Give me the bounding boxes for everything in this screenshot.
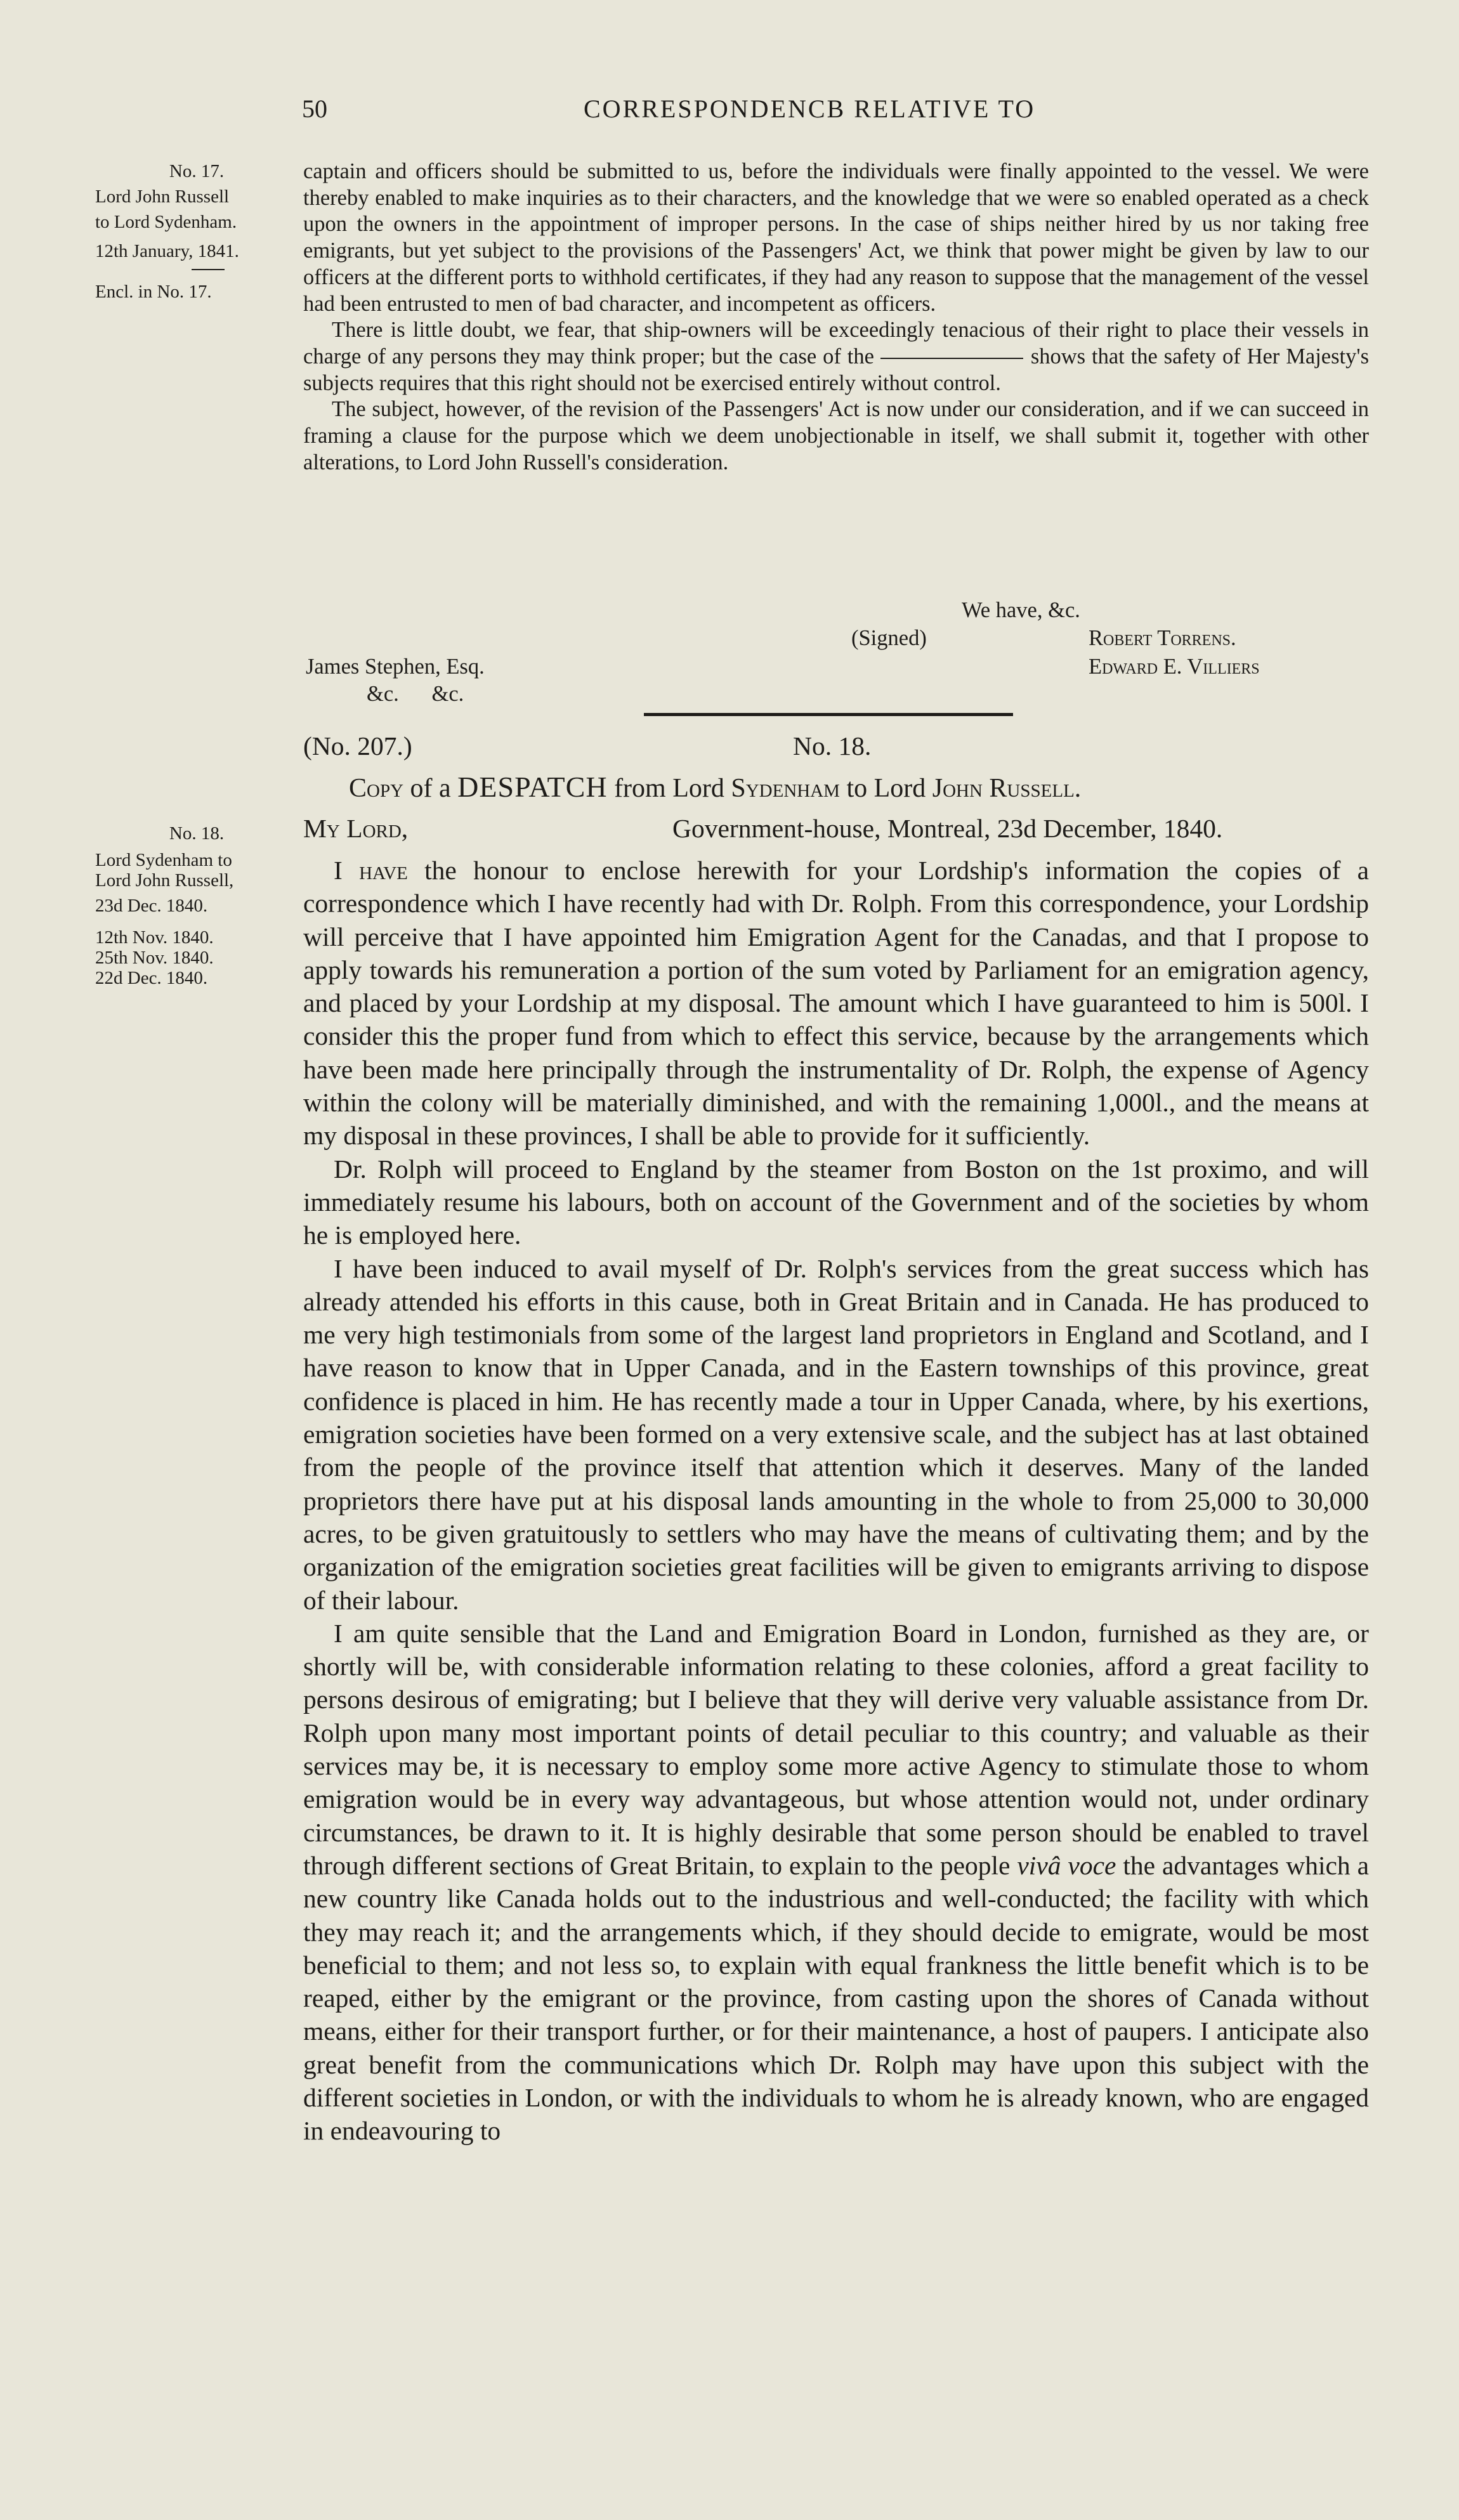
addressee-etc: &c. &c. (367, 682, 464, 706)
margin-enclosure-date: 22d Dec. 1840. (95, 968, 208, 988)
despatch-paragraph-text: the honour to enclose herewith for your Lordship's information the copies of a correspondence which I have recently had with Dr. Rolph. From this correspondence, your Lordship will perceive that I have appointed him Emigration Agent for the Canadas, and that I propose to apply towards his remuneration a portion of the sum voted by Parliament for an emigration agency, and placed by your Lordship at my disposal. The amount which I have guaranteed to him is 500l. I consider this the proper fund from which to effect this service, because by the arrangements which have been made here principally through the instrumentality of Dr. Rolph, the expense of Agency within the colony will be materially diminished, and with the remaining 1,000l., and the means at my disposal in these provinces, I shall be able to provide for it sufficiently. (303, 856, 1370, 1151)
signatory-name: Edward E. Villiers (1089, 655, 1260, 679)
title-from: from Lord (614, 774, 724, 803)
signatory-name: Robert Torrens. (1089, 626, 1236, 650)
letter-paragraph: captain and officers should be submitted to us, before the individuals were finally appointed to the vessel. We were thereby enabled to make inquiries as to their characters, and the knowledge that we were so enabled operated as a check upon the owners in the appointment of improper persons. In the case of ships neither hired by us nor taking free emigrants, but yet subject to the provisions of the Passengers' Act, we think that power might be given by law to our officers at the different ports to withhold certificates, if they had any reason to suppose that the management of the vessel had been entrusted to men of bad character, and incompetent as officers. (303, 159, 1369, 316)
signed-label: (Signed) (851, 626, 927, 650)
letter-paragraph (303, 317, 1369, 396)
title-recipient: John Russell. (932, 774, 1082, 803)
despatch-title (349, 770, 1081, 804)
margin-from-line-1: Lord Sydenham to (95, 850, 232, 870)
section-divider (644, 713, 1013, 716)
despatch-number: No. 18. (793, 731, 872, 761)
despatch-paragraph: Dr. Rolph will proceed to England by the steamer from Boston on the 1st proximo, and will immediately resume his labours, both on account of the Government and of the societies by whom he is employed here. (303, 1154, 1369, 1250)
salutation: My Lord, (303, 814, 409, 843)
despatch-body (303, 854, 1369, 2148)
despatch-paragraph (303, 1617, 1369, 2148)
letter-paragraph-text: shows that the safety of Her Majesty's subjects requires that this right should not be exercised entirely without control. (303, 344, 1369, 395)
opening-words: I have (334, 856, 408, 885)
running-head (298, 94, 1370, 132)
redaction-rule (880, 358, 1023, 359)
title-despatch: DESPATCH (457, 771, 608, 803)
margin-note-no17 (95, 159, 298, 304)
margin-note-no18 (95, 821, 298, 988)
page-number: 50 (302, 95, 327, 123)
margin-number: No. 17. (169, 161, 225, 181)
margin-from-line-2: Lord John Russell, (95, 870, 234, 891)
addressee: James Stephen, Esq. (306, 655, 485, 679)
margin-from-line-1: Lord John Russell (95, 186, 230, 207)
margin-enclosure-date: 25th Nov. 1840. (95, 948, 214, 968)
enclosure-letter (303, 159, 1369, 476)
title-to: to Lord (846, 774, 926, 803)
place-date: Government-house, Montreal, 23d December, 1840. (672, 814, 1223, 843)
despatch-paragraph: I have been induced to avail myself of Dr. Rolph's services from the great success which has already attended his efforts in this cause, both in Great Britain and in Canada. He has produced to me very high testimonials from some of the largest land proprietors in England and Scotland, and I have reason to know that in Upper Canada, and in the Eastern townships of this province, great confidence is placed in him. He has recently made a tour in Upper Canada, where, by his exertions, emigration societies have been formed on a very extensive scale, and the subject has at last obtained from the people of the province itself that attention which it deserves. Many of the landed proprietors there have put at his disposal lands amounting in the whole to from 25,000 to 30,000 acres, to be given gratuitously to settlers who may have the means of cultivating them; and by the organization of the emigration societies great facilities will be given to emigrants arriving to dispose of their labour. (303, 1253, 1369, 1615)
despatch-paragraph-text: I am quite sensible that the Land and Emigration Board in London, furnished as they are, or shortly will be, with considerable information relating to these colonies, afford a great facility to persons desirous of emigrating; but I believe that they will derive very valuable assistance from Dr. Rolph upon many most important points of detail peculiar to this country; and valuable as their services may be, it is necessary to employ some more active Agency to stimulate those to whom emigration would be in every way advantageous, but whose attention would not, under ordinary circumstances, be drawn to it. It is highly desirable that some person should be enabled to travel through different sections of Great Britain, to explain to the people (303, 1618, 1369, 1880)
margin-number: No. 18. (169, 823, 225, 844)
closing: We have, &c. (962, 598, 1080, 622)
title-copy: Copy (349, 774, 404, 803)
margin-enclosure-date: 12th Nov. 1840. (95, 927, 214, 948)
title-of: of a (410, 774, 451, 803)
margin-date: 23d Dec. 1840. (95, 896, 208, 916)
letter-paragraph-text: There is little doubt, we fear, that ship-owners will be exceedingly tenacious of their right to place their vessels in charge of any persons they may think proper; but the case of the (303, 318, 1369, 369)
page-title: CORRESPONDENCB RELATIVE TO (584, 95, 1036, 123)
margin-date: 12th January, 1841. (95, 241, 239, 261)
letter-paragraph: The subject, however, of the revision of the Passengers' Act is now under our consideration, and if we can succeed in framing a clause for the purpose which we deem unobjectionable in itself, we shall submit it, together with other alterations, to Lord John Russell's consideration. (303, 397, 1369, 474)
despatch-paragraph-text: the advantages which a new country like Canada holds out to the industrious and well-conducted; the facility with which they may reach it; and the arrangements which, if they should decide to emigrate, would be most beneficial to them; and not less so, to explain with equal frankness the little benefit which is to be reaped, either by the emigrant or the province, from casting upon the shores of Canada without means, either for their transport further, or for their maintenance, a host of paupers. I anticipate also great benefit from the communications which Dr. Rolph may have upon this subject with the different societies in London, or with the individuals to whom he is already known, who are engaged in endeavouring to (303, 1850, 1369, 2146)
title-sender: Sydenham (731, 774, 840, 803)
italic-phrase: vivâ voce (1017, 1850, 1116, 1880)
despatch-paragraph (303, 854, 1369, 1152)
margin-rule (192, 269, 225, 270)
margin-enclosure: Encl. in No. 17. (95, 282, 212, 302)
paper-number: (No. 207.) (303, 731, 412, 761)
margin-from-line-2: to Lord Sydenham. (95, 212, 237, 232)
